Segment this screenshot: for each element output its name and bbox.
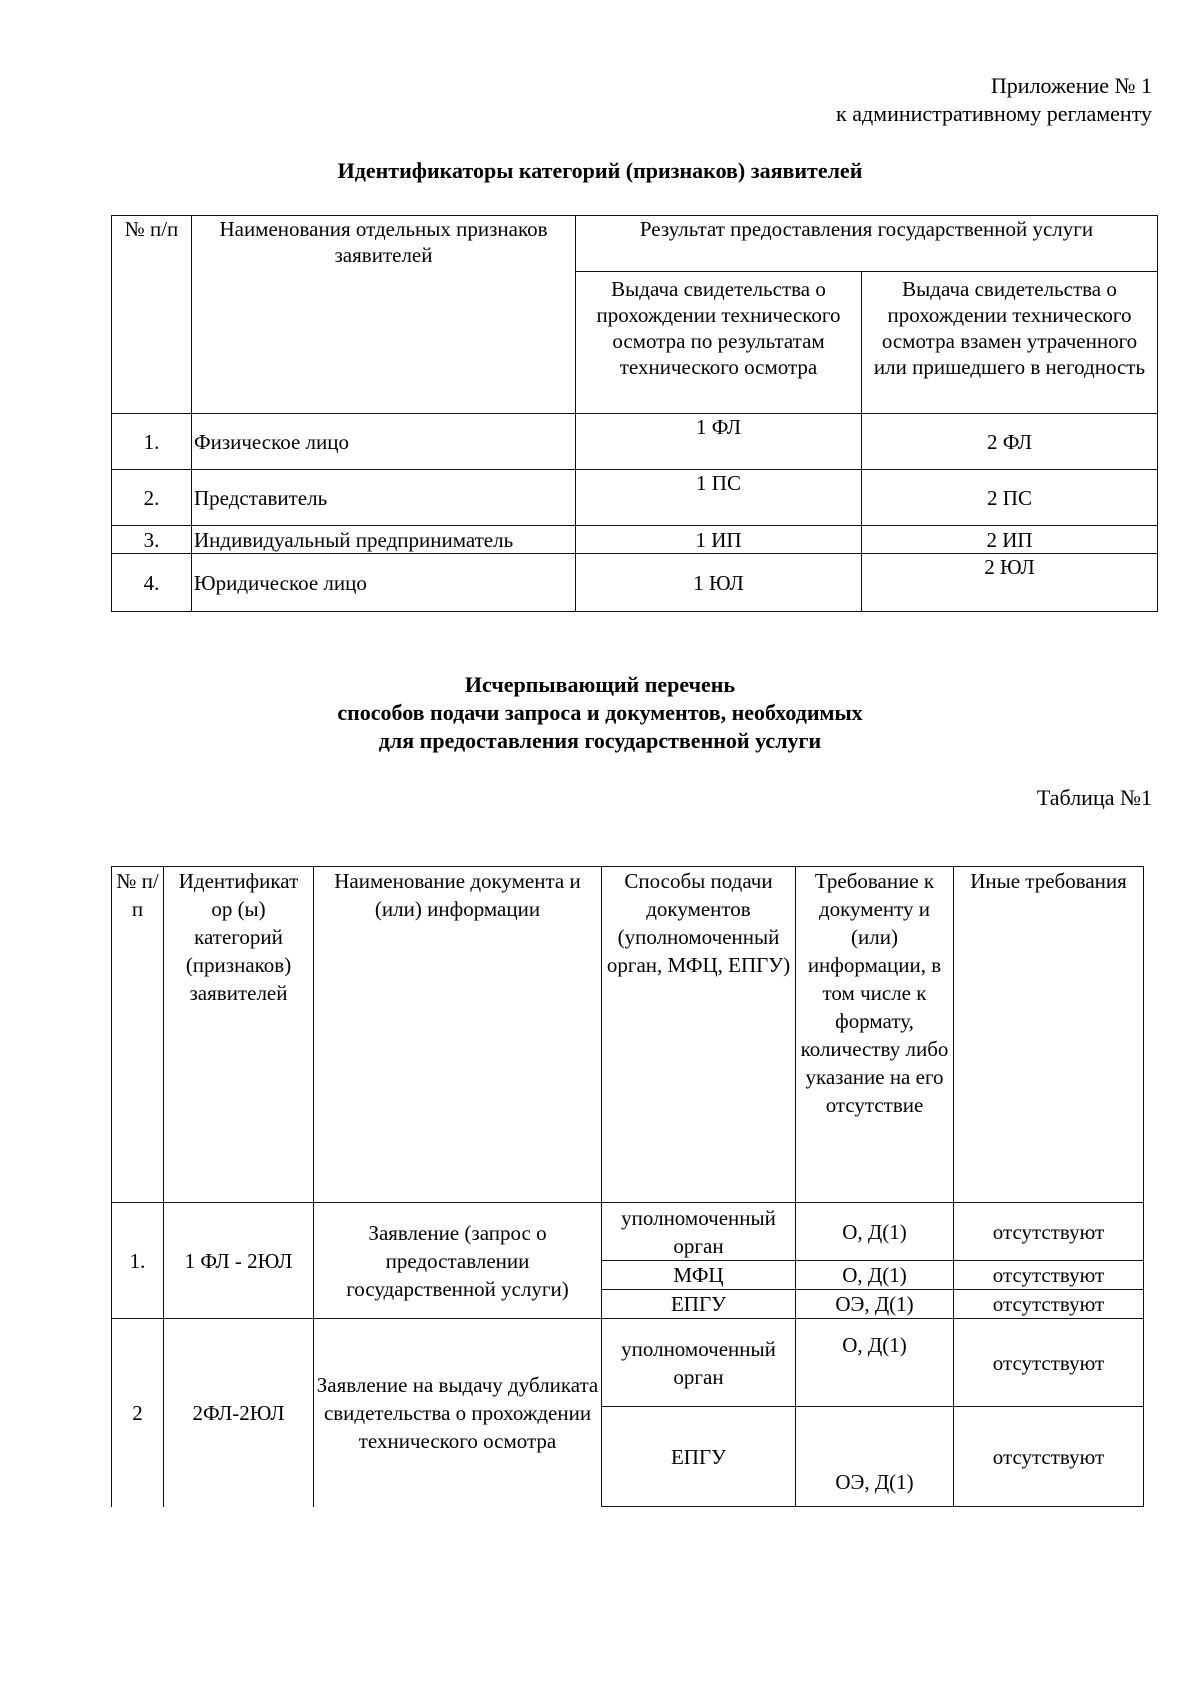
t2-other: отсутствуют bbox=[954, 1203, 1144, 1261]
t2-other: отсутствуют bbox=[954, 1407, 1144, 1507]
t2-method: уполномоченный орган bbox=[602, 1203, 796, 1261]
t2-header-ident: Идентификат ор (ы) категорий (признаков) заявителей bbox=[164, 867, 314, 1203]
t2-header-num: № п/п bbox=[112, 867, 164, 1203]
t1-row-name: Физическое лицо bbox=[192, 414, 576, 470]
t1-header-col1: Выдача свидетельства о прохождении технического осмотра по результатам технического осмотра bbox=[576, 272, 862, 414]
t2-other: отсутствуют bbox=[954, 1261, 1144, 1290]
table-row bbox=[112, 470, 1158, 526]
t2-method: уполномоченный орган bbox=[602, 1319, 796, 1407]
t1-row-c2: 2 ИП bbox=[862, 526, 1158, 554]
t1-row-num: 2. bbox=[112, 470, 192, 526]
t2-other: отсутствуют bbox=[954, 1319, 1144, 1407]
t2-other: отсутствуют bbox=[954, 1290, 1144, 1319]
table-row bbox=[112, 554, 1158, 612]
t2-requirement: О, Д(1) bbox=[796, 1319, 954, 1407]
t2-requirement: ОЭ, Д(1) bbox=[796, 1407, 954, 1507]
t1-row-name: Индивидуальный предприниматель bbox=[192, 526, 576, 554]
table-number-label: Таблица №1 bbox=[1036, 785, 1152, 810]
t1-row-c1: 1 ФЛ bbox=[576, 414, 862, 470]
t1-row-c1: 1 ПС bbox=[576, 470, 862, 526]
table-row bbox=[112, 1203, 1144, 1261]
t2-row-num: 1. bbox=[112, 1203, 164, 1319]
t1-row-c2: 2 ПС bbox=[862, 470, 1158, 526]
t1-row-name: Представитель bbox=[192, 470, 576, 526]
t2-requirement: ОЭ, Д(1) bbox=[796, 1290, 954, 1319]
appendix-reference: к административному регламенту bbox=[836, 101, 1152, 126]
t2-requirement: О, Д(1) bbox=[796, 1261, 954, 1290]
t2-method: ЕПГУ bbox=[602, 1407, 796, 1507]
section2-title-line1: Исчерпывающий перечень bbox=[464, 672, 736, 697]
t2-row-doc: Заявление на выдачу дубликата свидетельства о прохождении технического осмотра bbox=[314, 1319, 602, 1507]
table-row bbox=[112, 1319, 1144, 1407]
t1-row-num: 3. bbox=[112, 526, 192, 554]
appendix-number: Приложение № 1 bbox=[990, 73, 1152, 98]
t2-method: ЕПГУ bbox=[602, 1290, 796, 1319]
submission-methods-table bbox=[111, 866, 1144, 1507]
t1-row-c1: 1 ИП bbox=[576, 526, 862, 554]
t2-header-methods: Способы подачи документов (уполномоченный орган, МФЦ, ЕПГУ) bbox=[602, 867, 796, 1203]
t1-row-c1: 1 ЮЛ bbox=[576, 554, 862, 612]
t1-row-num: 1. bbox=[112, 414, 192, 470]
table-row bbox=[112, 414, 1158, 470]
t2-header-other: Иные требования bbox=[954, 867, 1144, 1203]
t1-header-col2: Выдача свидетельства о прохождении технического осмотра взамен утраченного или пришедшего в негодность bbox=[862, 272, 1158, 414]
t1-row-c2: 2 ЮЛ bbox=[862, 554, 1158, 612]
table1-title: Идентификаторы категорий (признаков) заявителей bbox=[337, 158, 863, 183]
applicant-categories-table bbox=[111, 215, 1158, 612]
t1-row-num: 4. bbox=[112, 554, 192, 612]
t1-header-result: Результат предоставления государственной услуги bbox=[576, 216, 1158, 272]
t2-row-ident: 1 ФЛ - 2ЮЛ bbox=[164, 1203, 314, 1319]
t2-requirement: О, Д(1) bbox=[796, 1203, 954, 1261]
table-row bbox=[112, 526, 1158, 554]
section2-title-line3: для предоставления государственной услуги bbox=[378, 728, 822, 753]
section2-title-line2: способов подачи запроса и документов, необходимых bbox=[337, 700, 863, 725]
t2-row-num: 2 bbox=[112, 1319, 164, 1507]
t1-header-num: № п/п bbox=[112, 216, 192, 414]
t2-row-doc: Заявление (запрос о предоставлении государственной услуги) bbox=[314, 1203, 602, 1319]
t1-header-name: Наименования отдельных признаков заявителей bbox=[192, 216, 576, 414]
appendix-header bbox=[836, 72, 1152, 128]
t2-header-doc: Наименование документа и (или) информации bbox=[314, 867, 602, 1203]
t1-row-c2: 2 ФЛ bbox=[862, 414, 1158, 470]
t2-header-req: Требование к документу и (или) информации, в том числе к формату, количеству либо указание на его отсутствие bbox=[796, 867, 954, 1203]
t2-row-ident: 2ФЛ-2ЮЛ bbox=[164, 1319, 314, 1507]
t2-method: МФЦ bbox=[602, 1261, 796, 1290]
t1-row-name: Юридическое лицо bbox=[192, 554, 576, 612]
section2-title bbox=[0, 671, 1200, 755]
